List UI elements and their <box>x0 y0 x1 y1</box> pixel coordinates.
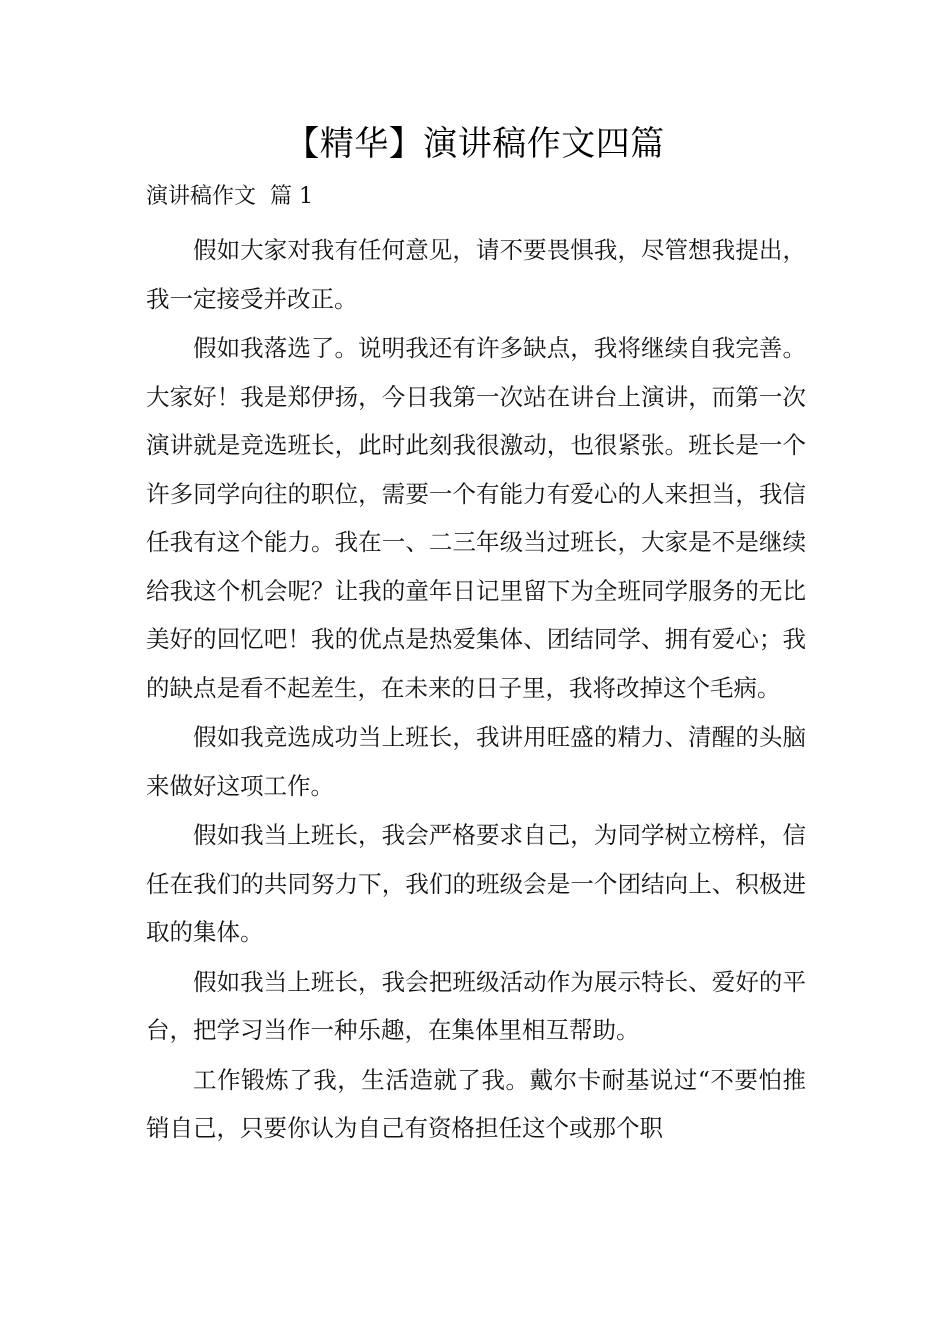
document-title: 【精华】演讲稿作文四篇 <box>285 124 665 164</box>
paragraph: 假如我竞选成功当上班长，我讲用旺盛的精力、清醒的头脑来做好这项工作。 <box>146 723 806 800</box>
section-heading: 演讲稿作文 篇 1 <box>146 184 313 209</box>
paragraph: 假如大家对我有任何意见，请不要畏惧我，尽管想我提出，我一定接受并改正。 <box>146 236 806 313</box>
paragraph: 假如我落选了。说明我还有许多缺点，我将继续自我完善。大家好！我是郑伊扬，今日我第一次站在讲台上演讲，而第一次演讲就是竞选班长，此时此刻我很激动，也很紧张。班长是一个许多同学向往的职位，需要一个有能力有爱心的人来担当，我信任我有这个能力。我在一、二三年级当过班长，大家是不是继续给我这个机会呢？让我的童年日记里留下为全班同学服务的无比美好的回忆吧！我的优点是热爱集体、团结同学、拥有爱心；我的缺点是看不起差生，在未来的日子里，我将改掉这个毛病。 <box>146 334 806 702</box>
paragraph: 工作锻炼了我，生活造就了我。戴尔卡耐基说过“不要怕推销自己，只要你认为自己有资格担任这个或那个职 <box>146 1065 806 1142</box>
document-body <box>146 226 806 1154</box>
paragraph: 假如我当上班长，我会把班级活动作为展示特长、爱好的平台，把学习当作一种乐趣，在集体里相互帮助。 <box>146 967 806 1044</box>
paragraph: 假如我当上班长，我会严格要求自己，为同学树立榜样，信任在我们的共同努力下，我们的班级会是一个团结向上、积极进取的集体。 <box>146 821 806 946</box>
